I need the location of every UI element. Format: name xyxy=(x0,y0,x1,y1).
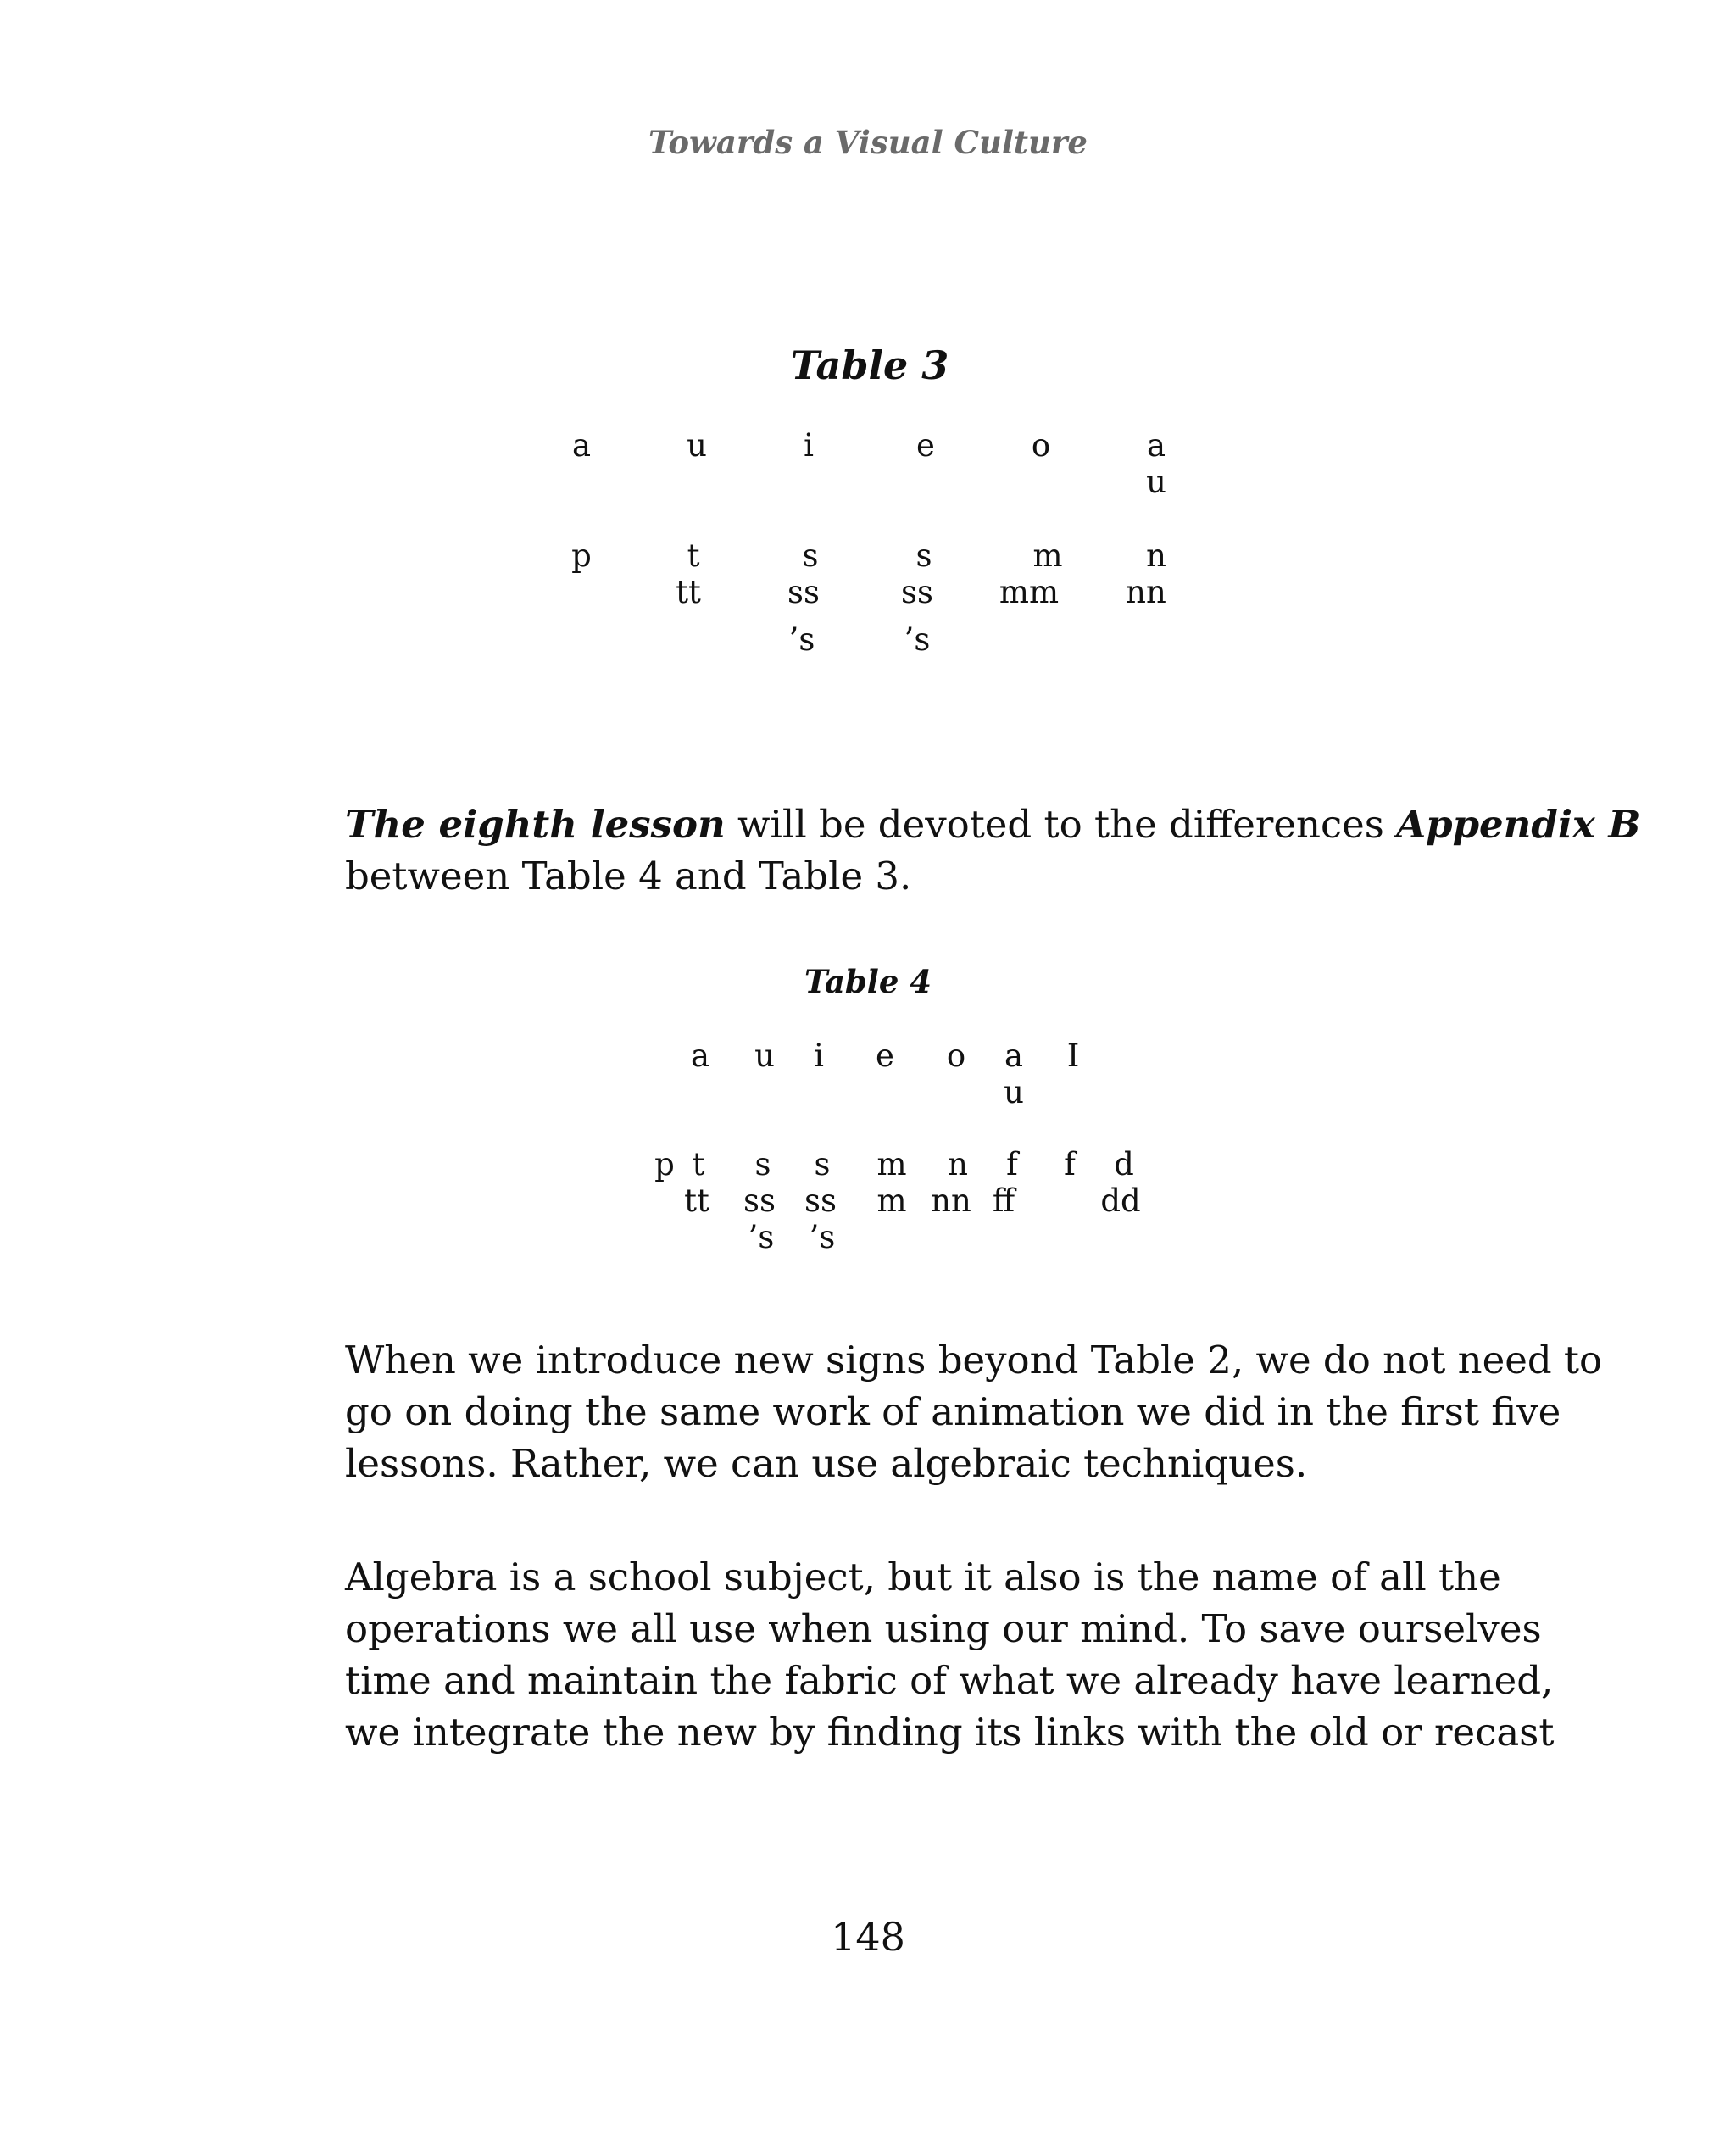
page-number: 148 xyxy=(831,1914,905,1960)
table-4-vowel-i: i xyxy=(814,1038,824,1074)
table-3-vowel-e: e xyxy=(916,427,935,464)
table-3-cons-t: t xyxy=(687,537,700,574)
table-4-cons-m: m xyxy=(876,1146,907,1182)
table-4-cons-n: n xyxy=(948,1146,968,1182)
table-3-cons-ss2: ss xyxy=(901,574,933,610)
table-4-vowel-au-top: a xyxy=(1004,1038,1024,1074)
table-4-title: Table 4 xyxy=(804,963,932,1000)
table-4-vowel-e: e xyxy=(876,1038,894,1074)
table-4-cons-ss2: ss xyxy=(804,1182,837,1219)
table-4-cons-apos-s1: ’s xyxy=(748,1219,775,1255)
table-4-cons-ss1: ss xyxy=(743,1182,776,1219)
table-4-cons-apos-s2: ’s xyxy=(809,1219,836,1255)
table-4-cons-f1: f xyxy=(1006,1146,1018,1182)
table-4-cons-p: p xyxy=(654,1146,675,1182)
table-4-vowel-capital-i: I xyxy=(1066,1038,1080,1074)
paragraph-eighth-lesson xyxy=(345,798,1641,902)
table-3-cons-m: m xyxy=(1032,537,1063,574)
table-4-cons-d: d xyxy=(1114,1146,1134,1182)
table-3-cons-s2: s xyxy=(915,537,932,574)
paragraph-algebra-line-3: time and maintain the fabric of what we already have learned, xyxy=(345,1658,1554,1703)
running-header: Towards a Visual Culture xyxy=(648,124,1088,161)
eighth-lesson-middle-text: will be devoted to the differences xyxy=(725,802,1397,847)
table-3-cons-ss1: ss xyxy=(787,574,820,610)
paragraph-new-signs-line-2: go on doing the same work of animation we did in the first five xyxy=(345,1389,1561,1434)
table-3-title: Table 3 xyxy=(790,342,949,388)
table-3-cons-tt: tt xyxy=(676,574,701,610)
table-3-cons-nn: nn xyxy=(1126,574,1166,610)
table-3-vowel-au-bottom: u xyxy=(1146,464,1166,500)
table-4-cons-t: t xyxy=(692,1146,705,1182)
table-4-vowel-a: a xyxy=(690,1038,710,1074)
table-4-cons-m2: m xyxy=(876,1182,907,1219)
table-4-cons-ff: ff xyxy=(992,1182,1015,1219)
table-3-cons-p: p xyxy=(571,537,592,574)
paragraph-new-signs-line-1: When we introduce new signs beyond Table 2, we do not need to xyxy=(345,1338,1603,1383)
table-4-cons-tt: tt xyxy=(684,1182,709,1219)
paragraph-eighth-lesson-line-1 xyxy=(345,798,1641,850)
table-3-vowel-u: u xyxy=(687,427,707,464)
table-3-vowel-i: i xyxy=(804,427,814,464)
paragraph-new-signs xyxy=(345,1334,1603,1489)
table-3-cons-s1: s xyxy=(802,537,819,574)
table-4-cons-nn: nn xyxy=(931,1182,971,1219)
table-4-cons-s1: s xyxy=(754,1146,771,1182)
table-4-vowel-au-bottom: u xyxy=(1004,1074,1024,1110)
table-4-cons-dd: dd xyxy=(1100,1182,1141,1219)
table-4-cons-f2: f xyxy=(1064,1146,1076,1182)
table-3-cons-mm: mm xyxy=(999,574,1060,610)
table-3-cons-apos-s2: ’s xyxy=(904,621,931,658)
table-4-vowel-u: u xyxy=(754,1038,775,1074)
table-3-cons-apos-s1: ’s xyxy=(788,621,815,658)
table-3-vowel-o: o xyxy=(1031,427,1051,464)
paragraph-algebra-line-4: we integrate the new by finding its links with the old or recast xyxy=(345,1710,1555,1755)
table-4-cons-s2: s xyxy=(814,1146,831,1182)
eighth-lesson-emphasis: The eighth lesson xyxy=(345,802,726,847)
table-4-vowel-o: o xyxy=(946,1038,966,1074)
table-3-vowel-a: a xyxy=(571,427,592,464)
paragraph-eighth-lesson-line-2: between Table 4 and Table 3. xyxy=(345,854,912,899)
table-3-vowel-au-top: a xyxy=(1146,427,1166,464)
table-3-cons-n: n xyxy=(1146,537,1166,574)
paragraph-new-signs-line-3: lessons. Rather, we can use algebraic techniques. xyxy=(345,1441,1308,1486)
appendix-b-emphasis: Appendix B xyxy=(1396,802,1641,847)
paragraph-algebra-line-2: operations we all use when using our mind. To save ourselves xyxy=(345,1606,1542,1651)
paragraph-algebra xyxy=(345,1551,1555,1758)
paragraph-algebra-line-1: Algebra is a school subject, but it also is the name of all the xyxy=(345,1555,1501,1600)
